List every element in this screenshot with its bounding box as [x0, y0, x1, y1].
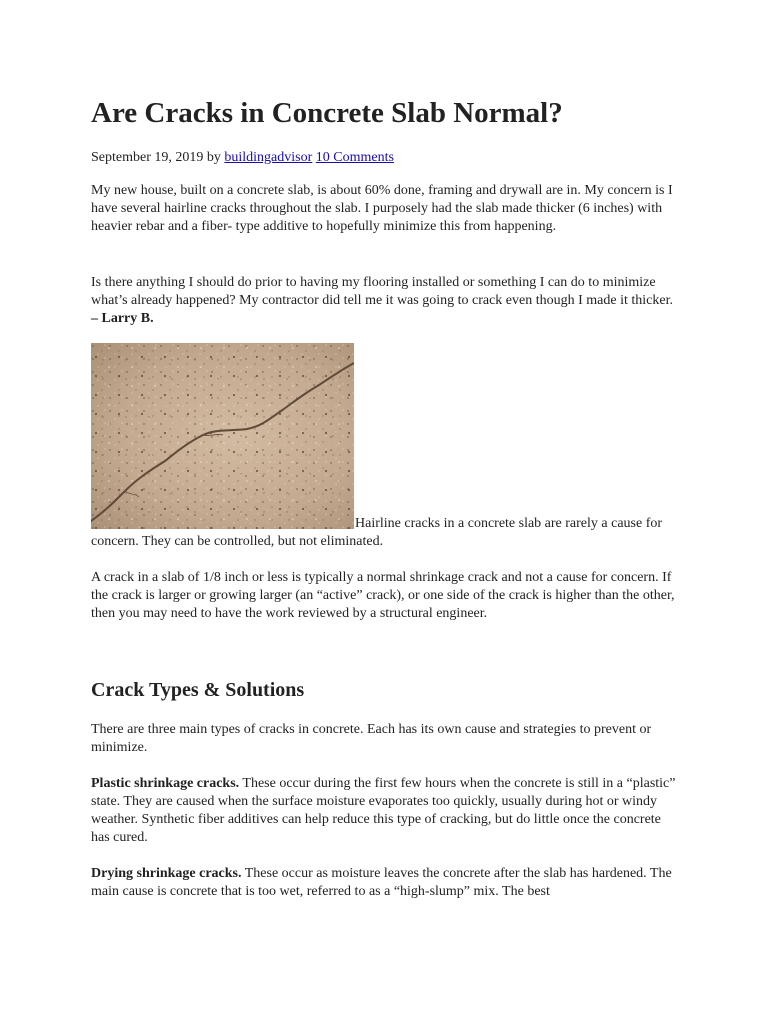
paragraph-question-2	[91, 274, 681, 328]
drying-shrinkage-label: Drying shrinkage cracks.	[91, 866, 242, 881]
concrete-crack-photo	[91, 343, 354, 529]
section-heading: Crack Types & Solutions	[91, 679, 305, 701]
paragraph-plastic-shrinkage	[91, 775, 681, 847]
plastic-shrinkage-label: Plastic shrinkage cracks.	[91, 776, 240, 791]
question-2-text: Is there anything I should do prior to having my flooring installed or something I can do to minimize what’s already happened? My contractor did tell me it was going to crack even though I made it thicker.	[91, 275, 673, 308]
plastic-shrinkage-text: These occur during the first few hours when the concrete is still in a “plastic” state. They are caused when the surface moisture evaporates too quickly, usually during hot or windy weather. Synthetic fiber additives can help reduce this type of cracking, but do little once the concrete has cured.	[91, 776, 676, 845]
comments-link[interactable]: 10 Comments	[315, 150, 394, 165]
photo-caption: Hairline cracks in a concrete slab are rarely a cause for concern. They can be controlled, but not eliminated.	[91, 516, 663, 549]
by-text: by	[203, 150, 225, 165]
paragraph-crack-size: A crack in a slab of 1/8 inch or less is typically a normal shrinkage crack and not a cause for concern. If the crack is larger or growing larger (an “active” crack), or one side of the crack is higher than the other, then you may need to have the work reviewed by a structural engineer.	[91, 570, 675, 621]
paragraph-intro-types: There are three main types of cracks in concrete. Each has its own cause and strategies to prevent or minimize.	[91, 722, 652, 755]
author-link[interactable]: buildingadvisor	[224, 150, 313, 165]
paragraph-drying-shrinkage	[91, 865, 681, 901]
post-date: September 19, 2019	[91, 150, 204, 165]
article-title: Are Cracks in Concrete Slab Normal?	[91, 97, 563, 129]
paragraph-question-1: My new house, built on a concrete slab, is about 60% done, framing and drywall are in. My concern is I have several hairline cracks throughout the slab. I purposely had the slab made thicker (6 inches) with heavier rebar and a fiber- type additive to hopefully minimize this from happening.	[91, 183, 673, 234]
question-signature: – Larry B.	[91, 311, 154, 326]
drying-shrinkage-text: These occur as moisture leaves the concrete after the slab has hardened. The main cause is concrete that is too wet, referred to as a “high-slump” mix. The best	[91, 866, 672, 899]
article-meta	[91, 149, 394, 166]
